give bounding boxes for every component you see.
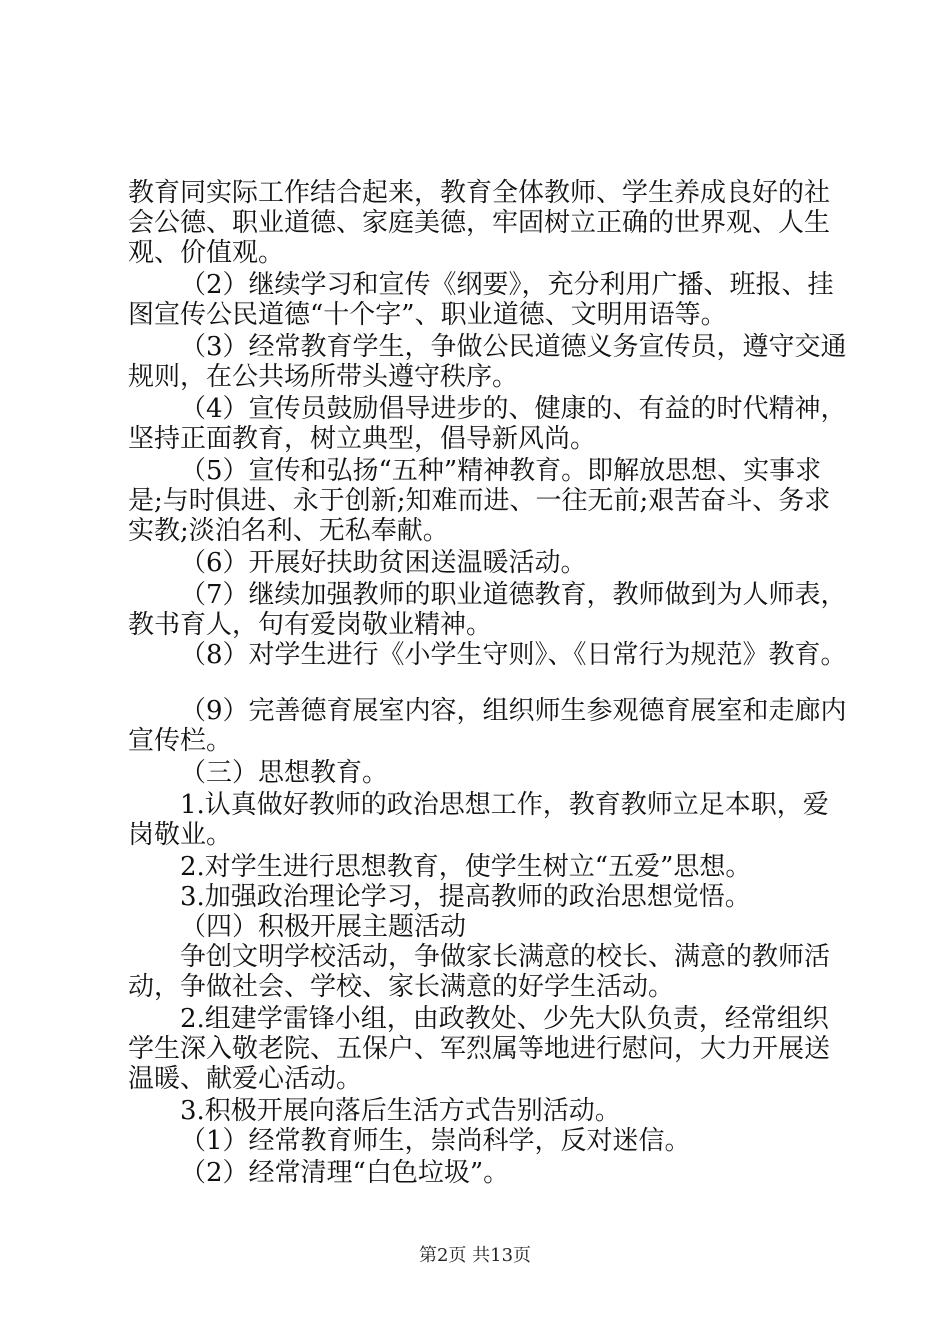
body-line: 宣传栏。 [128,726,233,756]
body-line: 观、价值观。 [128,238,285,268]
section-heading: （三）思想教育。 [180,758,389,788]
body-line: 规则，在公共场所带头遵守秩序。 [128,362,519,392]
body-line: （4）宣传员鼓励倡导进步的、健康的、有益的时代精神， [180,394,847,424]
body-line: 学生深入敬老院、五保户、军烈属等地进行慰问，大力开展送 [128,1034,831,1064]
body-line: 是;与时俱进、永于创新;知难而进、一往无前;艰苦奋斗、务求 [128,486,831,516]
body-line: （7）继续加强教师的职业道德教育，教师做到为人师表， [180,580,847,610]
body-line: 2.组建学雷锋小组，由政教处、少先大队负责，经常组织 [180,1004,829,1034]
body-line: （8）对学生进行《小学生守则》、《日常行为规范》教育。 [180,640,847,670]
body-line: 温暖、献爱心活动。 [128,1064,363,1094]
body-line: 1.认真做好教师的政治思想工作，教育教师立足本职，爱 [180,790,829,820]
body-line: 2.对学生进行思想教育，使学生树立“五爱”思想。 [180,852,752,882]
body-line: 会公德、职业道德、家庭美德，牢固树立正确的世界观、人生 [128,208,831,238]
body-line: （1）经常教育师生，崇尚科学，反对迷信。 [180,1126,691,1156]
body-line: 坚持正面教育，树立典型，倡导新风尚。 [128,424,597,454]
body-line: 实教;淡泊名利、无私奉献。 [128,516,449,546]
body-line: 教书育人，句有爱岗敬业精神。 [128,610,493,640]
body-line: （9）完善德育展室内容，组织师生参观德育展室和走廊内 [180,696,847,726]
body-line: （6）开展好扶助贫困送温暖活动。 [180,548,587,578]
body-line: 动，争做社会、学校、家长满意的好学生活动。 [128,972,675,1002]
page-number-footer: 第2页 共13页 [418,1245,532,1266]
body-line: 争创文明学校活动，争做家长满意的校长、满意的教师活 [180,942,831,972]
body-line: （5）宣传和弘扬“五种”精神教育。即解放思想、实事求 [180,456,822,486]
body-line: 图宣传公民道德“十个字”、职业道德、文明用语等。 [128,300,727,330]
section-heading: （四）积极开展主题活动 [180,912,467,942]
body-line: （3）经常教育学生，争做公民道德义务宣传员，遵守交通 [180,332,847,362]
body-line: 岗敬业。 [128,820,233,850]
body-line: 教育同实际工作结合起来，教育全体教师、学生养成良好的社 [128,178,831,208]
body-line: 3.加强政治理论学习，提高教师的政治思想觉悟。 [180,882,751,912]
body-line: （2）经常清理“白色垃圾”。 [180,1158,510,1188]
body-line: 3.积极开展向落后生活方式告别活动。 [180,1096,621,1126]
body-line: （2）继续学习和宣传《纲要》，充分利用广播、班报、挂 [180,270,834,300]
